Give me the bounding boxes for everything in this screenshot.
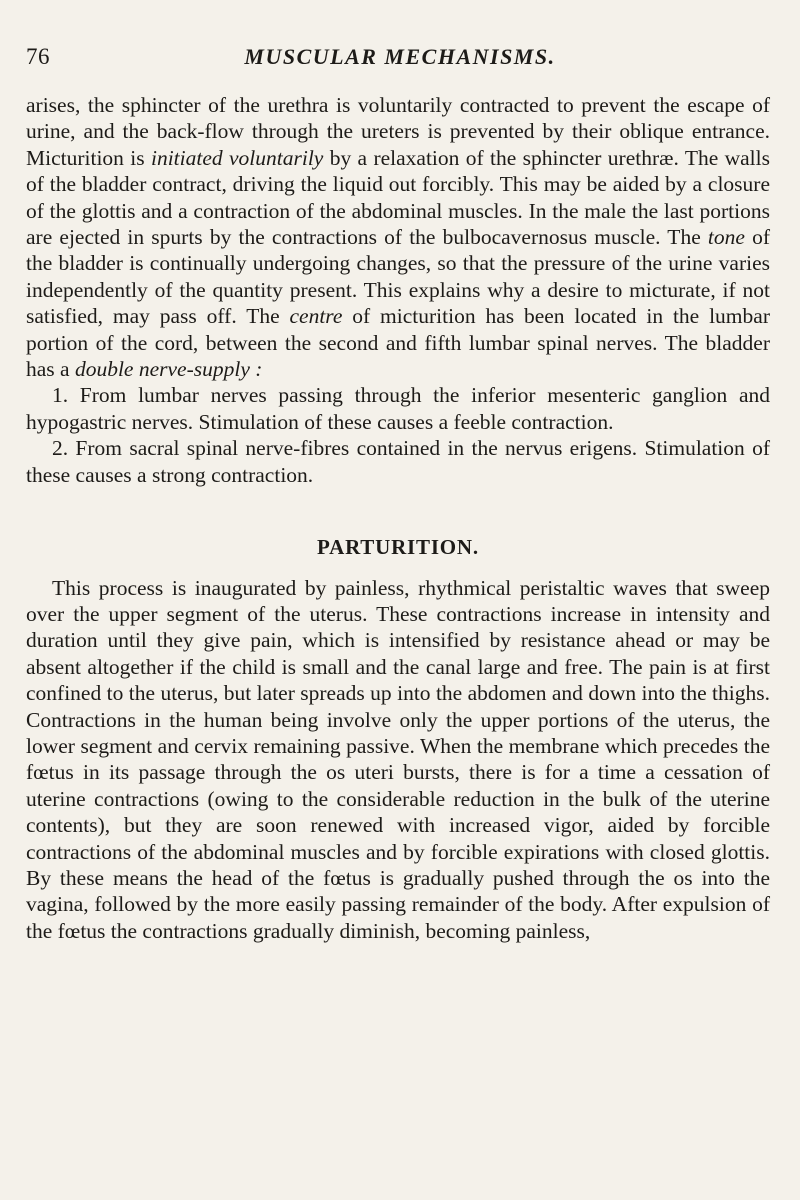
text-run: of the bladder is continually undergoing changes, so that the pressure of the urine varies independently of the quantity present. This explains why a desire to micturate, if not satisfied, may pass off. The — [26, 225, 770, 329]
italic-term-tone: tone — [707, 225, 745, 250]
body-text — [26, 92, 770, 944]
running-head: MUSCULAR MECHANISMS. — [244, 44, 556, 69]
page-number: 76 — [26, 44, 50, 69]
italic-term-double-nerve-supply: double nerve-supply : — [74, 357, 263, 382]
paragraph-micturition — [26, 92, 770, 382]
italic-term-initiated-voluntarily: initiated voluntarily — [150, 145, 324, 170]
paragraph-parturition: This process is inaugurated by painless, rhythmical peristaltic waves that sweep over the upper segment of the uterus. These contractions increase in intensity and duration until they give pain, which is intensified by resistance ahead or may be absent altogether if the child is small and the canal large and free. The pain is at first confined to the uterus, but later spreads up into the abdomen and down into the thighs. Contractions in the human being involve only the upper portions of the uterus, the lower segment and cervix remaining passive. When the membrane which precedes the fœtus in its passage through the os uteri bursts, there is for a time a cessation of uterine contractions (owing to the considerable reduction in the bulk of the uterine contents), but they are soon renewed with increased vigor, aided by forcible contractions of the abdominal muscles and by forcible expirations with closed glottis. By these means the head of the fœtus is gradually pushed through the os into the vagina, followed by the more easily passing remainder of the body. After expulsion of the fœtus the contractions gradually diminish, becoming painless, — [26, 575, 770, 943]
text-run: arises, the sphincter of the urethra is voluntarily contracted to prevent the escape of urine, and the back-flow through the ureters is prevented by their oblique entrance. Micturition is — [26, 93, 770, 170]
section-heading-parturition: PARTURITION. — [317, 535, 479, 560]
page-header — [26, 44, 774, 74]
list-item-lumbar-nerves: 1. From lumbar nerves passing through the inferior mesenteric ganglion and hypogastric nerves. Stimulation of these causes a feeble contraction. — [26, 383, 770, 434]
italic-term-centre: centre — [289, 304, 343, 329]
text-run: by a relaxation of the sphincter urethræ. The walls of the bladder contract, driving the liquid out forcibly. This may be aided by a closure of the glottis and a contraction of the abdominal muscles. In the male the last portions are ejected in spurts by the contractions of the bulbocavernosus muscle. The — [26, 145, 770, 250]
list-item-sacral-nerves: 2. From sacral spinal nerve-fibres contained in the nervus erigens. Stimulation of these causes a strong contraction. — [26, 436, 770, 487]
text-run: of micturition has been located in the lumbar portion of the cord, between the second and fifth lumbar spinal nerves. The bladder has a — [26, 304, 770, 382]
